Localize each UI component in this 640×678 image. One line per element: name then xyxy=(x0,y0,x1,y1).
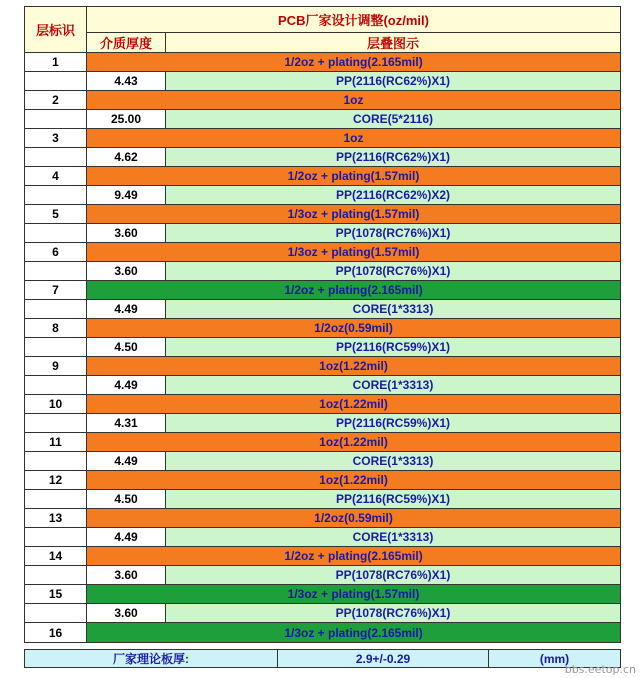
copper-spec: 1oz xyxy=(87,129,620,147)
copper-spec: 1oz(1.22mil) xyxy=(87,471,620,489)
header-subrow xyxy=(87,33,620,52)
board-thickness-unit: (mm) xyxy=(539,651,570,666)
stack-diagram-header: 层叠图示 xyxy=(366,36,419,51)
dielectric-spec: CORE(1*3313) xyxy=(166,300,620,318)
layer-number-empty xyxy=(25,110,87,128)
layer-number: 8 xyxy=(25,319,87,337)
copper-spec: 1/3oz + plating(1.57mil) xyxy=(87,585,620,603)
dielectric-row xyxy=(25,300,620,319)
dielectric-spec: PP(2116(RC59%)X1) xyxy=(166,490,620,508)
copper-layer-row xyxy=(25,129,620,148)
copper-layer-row xyxy=(25,281,620,300)
layer-number: 2 xyxy=(25,91,87,109)
copper-layer-row xyxy=(25,471,620,490)
dielectric-thickness: 3.60 xyxy=(87,604,166,622)
dielectric-row xyxy=(25,72,620,91)
layer-number-empty xyxy=(25,566,87,584)
copper-layer-row xyxy=(25,319,620,338)
copper-layer-row xyxy=(25,243,620,262)
copper-spec: 1/3oz + plating(1.57mil) xyxy=(87,205,620,223)
dielectric-row xyxy=(25,186,620,205)
board-thickness-label: 厂家理论板厚: xyxy=(25,650,278,667)
layer-number: 3 xyxy=(25,129,87,147)
dielectric-row xyxy=(25,148,620,167)
dielectric-thickness: 4.49 xyxy=(87,376,166,394)
dielectric-spec: PP(1078(RC76%)X1) xyxy=(166,224,620,242)
layer-number-empty xyxy=(25,148,87,166)
layer-number-empty xyxy=(25,604,87,622)
dielectric-row xyxy=(25,490,620,509)
layer-id-header: 层标识 xyxy=(25,7,87,52)
copper-spec: 1/2oz + plating(2.165mil) xyxy=(87,547,620,565)
layer-number: 5 xyxy=(25,205,87,223)
layer-number-empty xyxy=(25,72,87,90)
dielectric-thickness: 9.49 xyxy=(87,186,166,204)
copper-spec: 1/2oz + plating(2.165mil) xyxy=(87,281,620,299)
layer-number: 1 xyxy=(25,53,87,71)
copper-spec: 1oz(1.22mil) xyxy=(87,433,620,451)
layer-number-empty xyxy=(25,452,87,470)
dielectric-spec: CORE(5*2116) xyxy=(166,110,620,128)
copper-layer-row xyxy=(25,53,620,72)
dielectric-thickness: 4.50 xyxy=(87,490,166,508)
copper-spec: 1/2oz + plating(2.165mil) xyxy=(87,53,620,71)
dielectric-row xyxy=(25,338,620,357)
copper-layer-row xyxy=(25,547,620,566)
copper-layer-row xyxy=(25,167,620,186)
dielectric-thickness: 3.60 xyxy=(87,224,166,242)
layer-number-empty xyxy=(25,300,87,318)
dielectric-thickness: 4.31 xyxy=(87,414,166,432)
layer-number-empty xyxy=(25,414,87,432)
layer-number-empty xyxy=(25,490,87,508)
board-thickness-footer xyxy=(24,649,621,668)
dielectric-spec: PP(2116(RC59%)X1) xyxy=(166,414,620,432)
copper-layer-row xyxy=(25,509,620,528)
layer-number-empty xyxy=(25,528,87,546)
layer-number-empty xyxy=(25,186,87,204)
dielectric-spec: PP(2116(RC59%)X1) xyxy=(166,338,620,356)
copper-spec: 1/2oz(0.59mil) xyxy=(87,509,620,527)
dielectric-spec: CORE(1*3313) xyxy=(166,452,620,470)
copper-layer-row xyxy=(25,395,620,414)
dielectric-spec: PP(1078(RC76%)X1) xyxy=(166,604,620,622)
copper-spec: 1/3oz + plating(1.57mil) xyxy=(87,243,620,261)
header-right xyxy=(87,7,620,52)
stackup-rows xyxy=(25,53,620,642)
dielectric-thickness: 4.62 xyxy=(87,148,166,166)
dielectric-row xyxy=(25,376,620,395)
layer-number: 10 xyxy=(25,395,87,413)
copper-spec: 1/3oz + plating(2.165mil) xyxy=(87,623,620,642)
dielectric-row xyxy=(25,528,620,547)
dielectric-spec: PP(2116(RC62%)X2) xyxy=(166,186,620,204)
dielectric-row xyxy=(25,604,620,623)
layer-number-empty xyxy=(25,338,87,356)
layer-number: 16 xyxy=(25,623,87,642)
dielectric-thickness: 4.49 xyxy=(87,300,166,318)
layer-number-empty xyxy=(25,224,87,242)
layer-number: 13 xyxy=(25,509,87,527)
copper-spec: 1/2oz(0.59mil) xyxy=(87,319,620,337)
table-title: PCB厂家设计调整(oz/mil) xyxy=(87,7,620,33)
layer-number: 12 xyxy=(25,471,87,489)
dielectric-thickness: 4.49 xyxy=(87,528,166,546)
copper-spec: 1oz(1.22mil) xyxy=(87,357,620,375)
dielectric-spec: PP(1078(RC76%)X1) xyxy=(166,566,620,584)
dielectric-thickness: 3.60 xyxy=(87,262,166,280)
board-thickness-value: 2.9+/-0.29 xyxy=(278,650,489,667)
layer-number: 14 xyxy=(25,547,87,565)
layer-number: 4 xyxy=(25,167,87,185)
table-header xyxy=(25,7,620,53)
copper-layer-row xyxy=(25,91,620,110)
layer-number: 6 xyxy=(25,243,87,261)
copper-layer-row xyxy=(25,357,620,376)
layer-number: 15 xyxy=(25,585,87,603)
copper-layer-row xyxy=(25,433,620,452)
dielectric-spec: CORE(1*3313) xyxy=(166,528,620,546)
copper-layer-row xyxy=(25,623,620,642)
dielectric-thickness: 4.43 xyxy=(87,72,166,90)
dielectric-thickness: 4.49 xyxy=(87,452,166,470)
thickness-header: 介质厚度 xyxy=(87,33,166,52)
stackup-table xyxy=(24,6,621,643)
copper-spec: 1/2oz + plating(1.57mil) xyxy=(87,167,620,185)
copper-layer-row xyxy=(25,205,620,224)
watermark: bbs.eetop.cn xyxy=(564,663,636,676)
dielectric-thickness: 4.50 xyxy=(87,338,166,356)
layer-number: 9 xyxy=(25,357,87,375)
dielectric-row xyxy=(25,452,620,471)
dielectric-row xyxy=(25,566,620,585)
dielectric-row xyxy=(25,224,620,243)
dielectric-thickness: 25.00 xyxy=(87,110,166,128)
dielectric-row xyxy=(25,262,620,281)
layer-number: 11 xyxy=(25,433,87,451)
copper-layer-row xyxy=(25,585,620,604)
dielectric-spec: PP(1078(RC76%)X1) xyxy=(166,262,620,280)
dielectric-row xyxy=(25,110,620,129)
layer-number-empty xyxy=(25,262,87,280)
layer-number: 7 xyxy=(25,281,87,299)
dielectric-spec: CORE(1*3313) xyxy=(166,376,620,394)
dielectric-row xyxy=(25,414,620,433)
layer-number-empty xyxy=(25,376,87,394)
dielectric-spec: PP(2116(RC62%)X1) xyxy=(166,148,620,166)
dielectric-thickness: 3.60 xyxy=(87,566,166,584)
dielectric-spec: PP(2116(RC62%)X1) xyxy=(166,72,620,90)
copper-spec: 1oz(1.22mil) xyxy=(87,395,620,413)
copper-spec: 1oz xyxy=(87,91,620,109)
